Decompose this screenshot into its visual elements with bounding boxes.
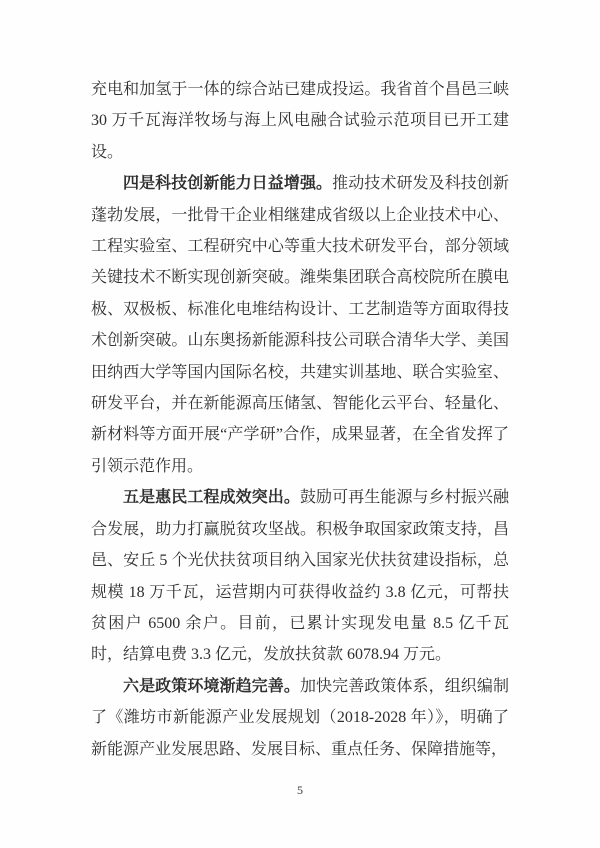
paragraph-lead: 四是科技创新能力日益增强。 bbox=[123, 175, 333, 193]
paragraph-lead: 六是政策环境渐趋完善。 bbox=[123, 677, 300, 695]
paragraph-text: 充电和加氢于一体的综合站已建成投运。我省首个昌邑三峡 30 万千瓦海洋牧场与海上风电融合试验示范项目已开工建设。 bbox=[91, 81, 509, 161]
text-block bbox=[91, 74, 509, 765]
page-number: 5 bbox=[297, 783, 303, 797]
paragraph bbox=[91, 74, 509, 168]
paragraph-text: 加快完善政策体系，组织编制了《潍坊市新能源产业发展规划（2018-2028 年）》，明确了新能源产业发展思路、发展目标、重点任务、保障措施等， bbox=[91, 677, 509, 758]
paragraph bbox=[91, 168, 509, 482]
paragraph-text: 鼓励可再生能源与乡村振兴融合发展，助力打赢脱贫攻坚战。积极争取国家政策支持，昌邑、安丘 5 个光伏扶贫项目纳入国家光伏扶贫建设指标，总规模 18 万千瓦，运营期内可获得收益约 3.8 亿元，可帮扶贫困户 6500 余户。目前，已累计实现发电量 8.5 亿千瓦时，结算电费 3.3 亿元，发放扶贫款 6078.94 万元。 bbox=[91, 489, 509, 664]
paragraph bbox=[91, 482, 509, 670]
paragraph-text: 推动技术研发及科技创新蓬勃发展，一批骨干企业相继建成省级以上企业技术中心、工程实验室、工程研究中心等重大技术研发平台，部分领域关键技术不断实现创新突破。潍柴集团联合高校院所在膜电极、双极板、标准化电堆结构设计、工艺制造等方面取得技术创新突破。山东奥扬新能源科技公司联合清华大学、美国田纳西大学等国内国际名校，共建实训基地、联合实验室、研发平台，并在新能源高压储氢、智能化云平台、轻量化、新材料等方面开展“产学研”合作，成果显著，在全省发挥了引领示范作用。 bbox=[91, 175, 509, 475]
paragraph-lead: 五是惠民工程成效突出。 bbox=[123, 489, 300, 507]
paragraph bbox=[91, 671, 509, 765]
